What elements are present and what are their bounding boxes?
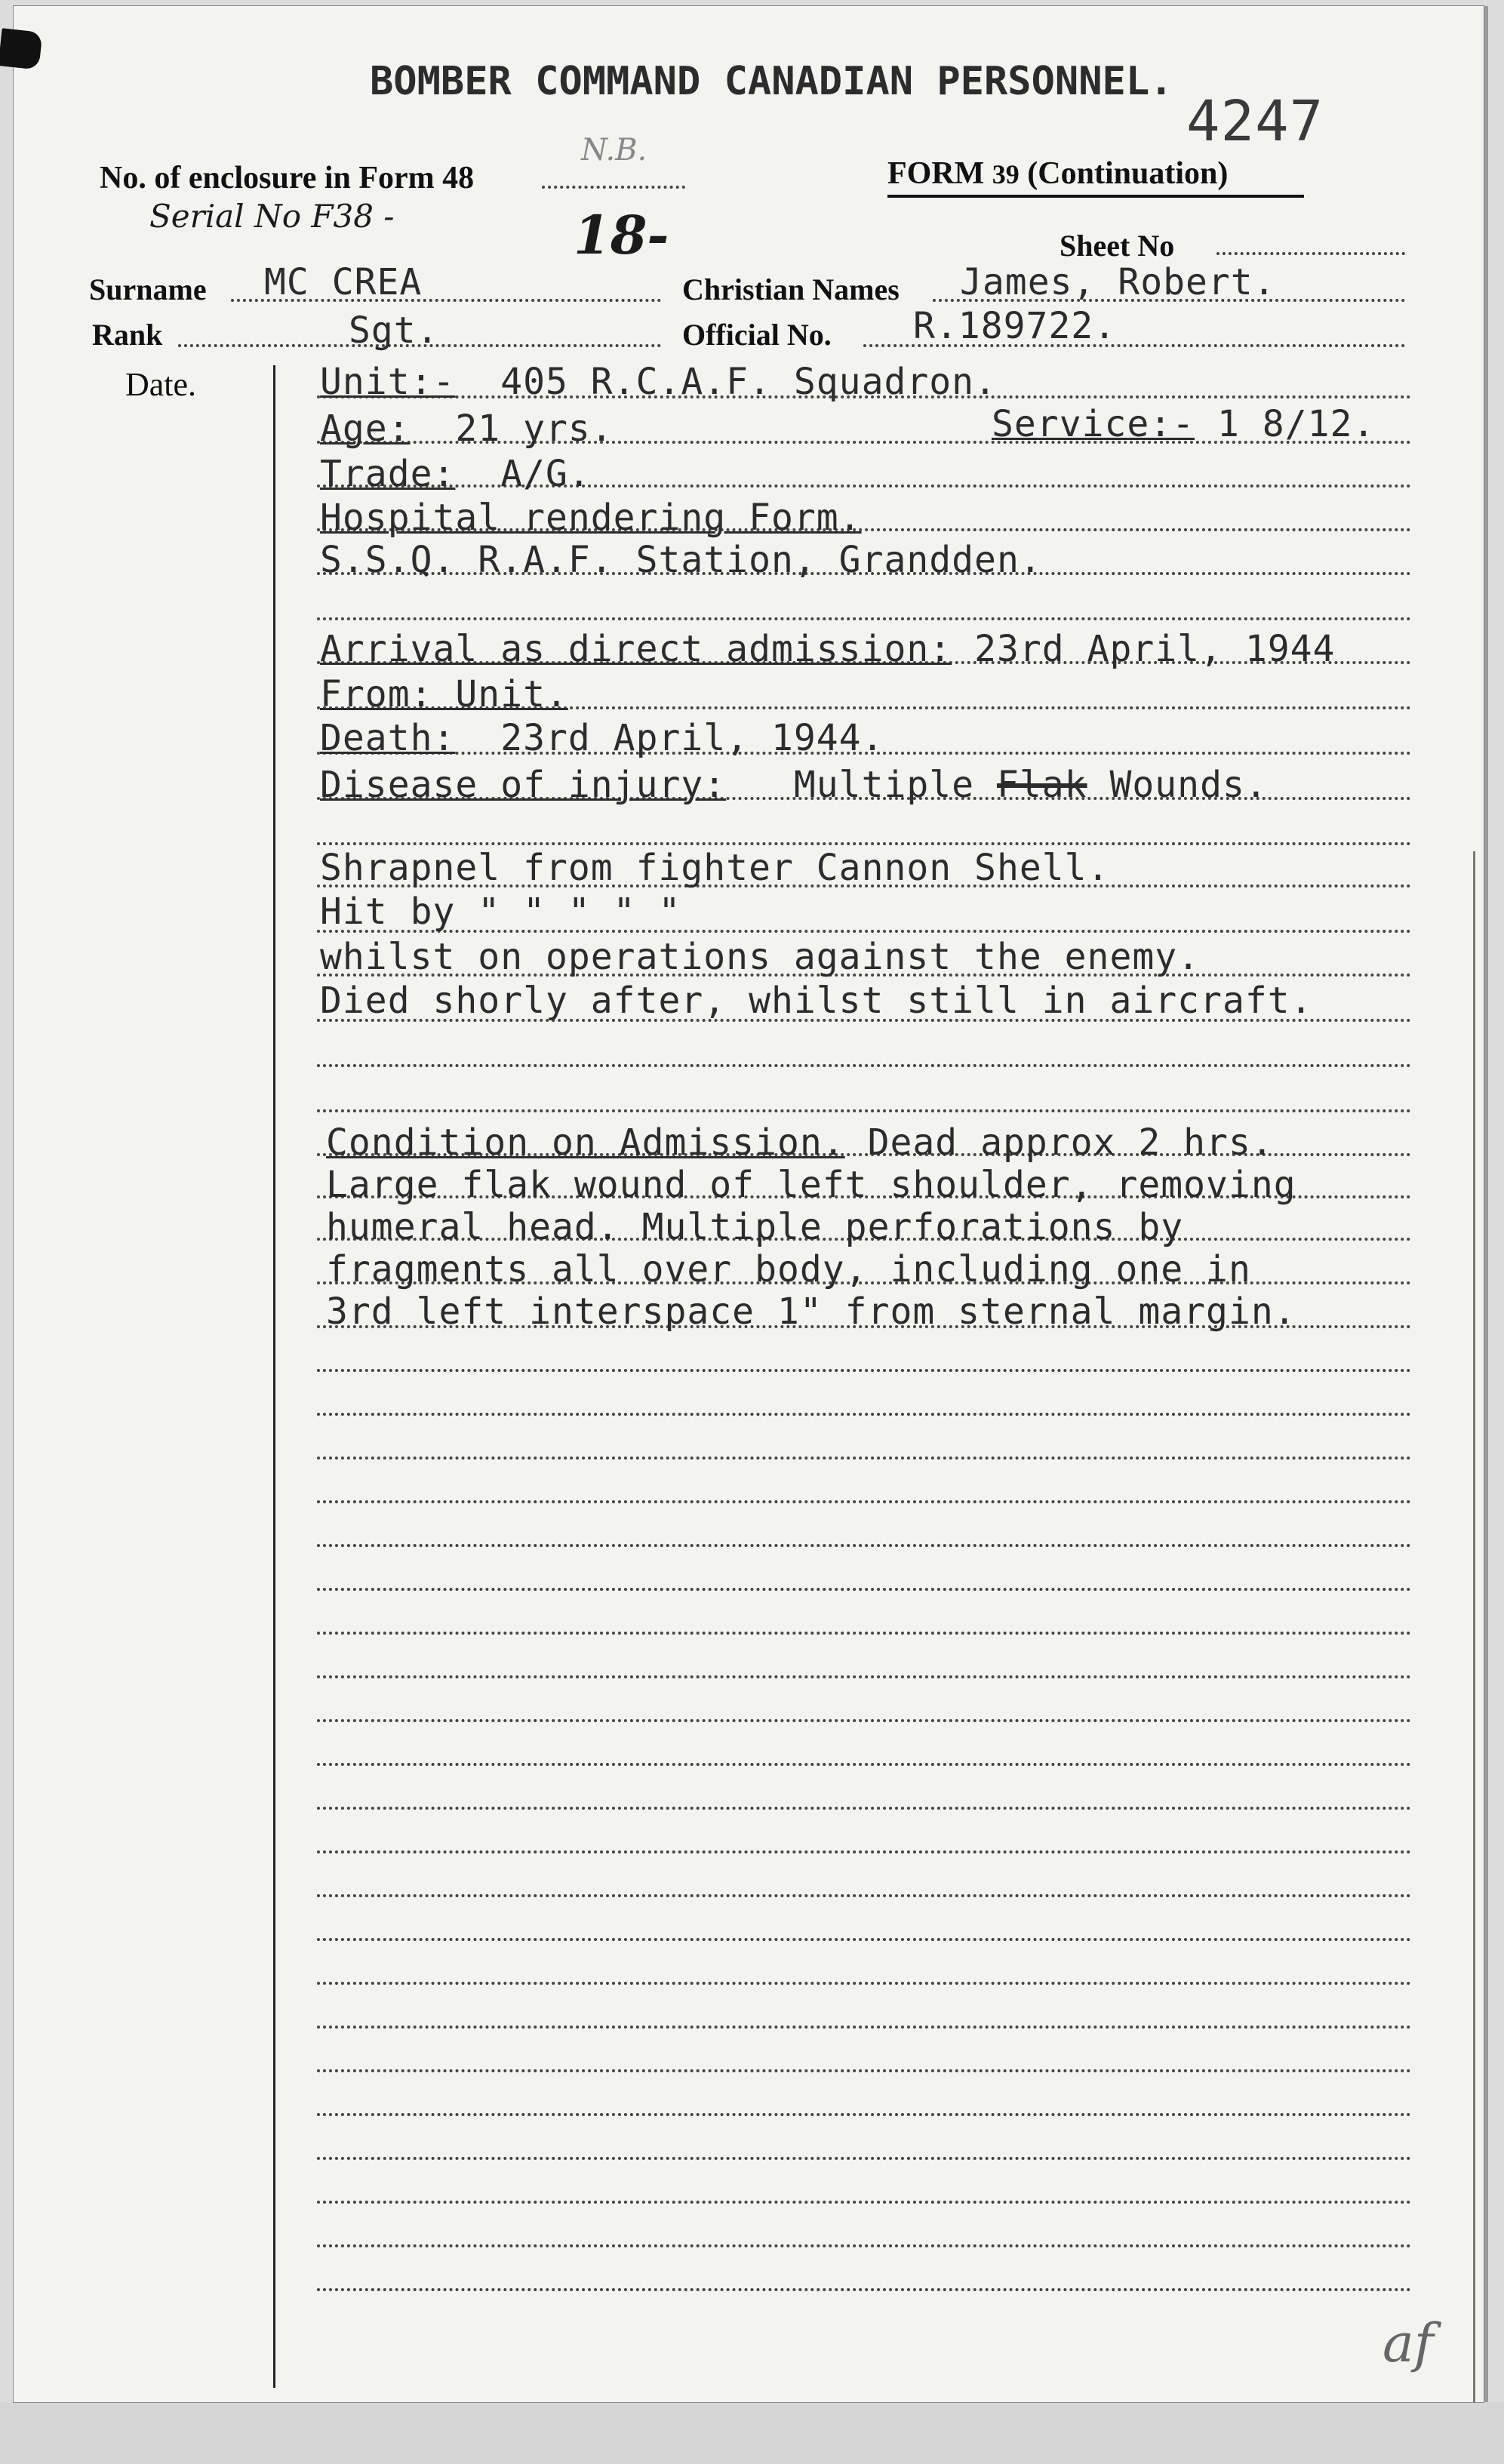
from-unit: From: Unit.: [320, 673, 568, 715]
form-continuation: (Continuation): [1027, 156, 1229, 191]
rank-label: Rank: [92, 318, 163, 352]
page-background-strip: [0, 2402, 1504, 2464]
condition-detail-2: humeral head. Multiple perforations by: [326, 1206, 1184, 1248]
date-column-label: Date.: [125, 366, 197, 403]
ruled-dotted-line: [317, 1894, 1411, 1897]
ruled-dotted-line: [317, 1500, 1411, 1503]
condition-detail-3: fragments all over body, including one in: [326, 1248, 1251, 1290]
ruled-dotted-line: [317, 2157, 1411, 2160]
ruled-dotted-line: [317, 1807, 1411, 1810]
disease-value-1: Multiple: [793, 764, 975, 806]
ruled-dotted-line: [317, 2069, 1411, 2072]
paper-clip-mark: [0, 28, 42, 69]
ruled-dotted-line: [317, 2244, 1411, 2247]
disease-struck-word: Flak: [996, 764, 1087, 806]
ruled-dotted-line: [317, 2113, 1411, 2116]
initials-hand: af: [1383, 2312, 1434, 2374]
enclosure-label: No. of enclosure in Form 48: [100, 161, 475, 195]
ruled-dotted-line: [317, 2026, 1411, 2029]
official-no-label: Official No.: [682, 318, 832, 352]
narrative-line-3: whilst on operations against the enemy.: [320, 936, 1201, 978]
ruled-dotted-line: [317, 1719, 1411, 1722]
death-value: 23rd April, 1944.: [500, 717, 884, 759]
hospital-label: Hospital rendering Form.: [320, 497, 862, 539]
ruled-dotted-line: [317, 1675, 1411, 1678]
arrival-label: Arrival as direct admission:: [320, 628, 952, 670]
disease-label: Disease of injury:: [320, 764, 727, 806]
service-line: [992, 403, 1375, 445]
ruled-dotted-line: [317, 1544, 1411, 1547]
christian-names-label: Christian Names: [682, 272, 900, 306]
serial-number-hand: 18-: [574, 204, 669, 266]
age-label: Age:: [320, 408, 411, 450]
arrival-value: 23rd April, 1944: [974, 628, 1336, 670]
disease-line: [320, 764, 1268, 806]
narrative-line-1: Shrapnel from fighter Cannon Shell.: [320, 847, 1110, 889]
condition-detail-1: Large flak wound of left shoulder, removing: [326, 1164, 1296, 1206]
ruled-dotted-line: [317, 2288, 1411, 2291]
disease-value-2: Wounds.: [1109, 764, 1268, 806]
form-number: 39: [992, 159, 1020, 189]
ruled-dotted-line: [317, 1457, 1411, 1460]
surname-label: Surname: [89, 272, 207, 306]
age-value: 21 yrs.: [455, 408, 614, 450]
arrival-line: [320, 628, 1335, 670]
unit-value: 405 R.C.A.F. Squadron.: [500, 361, 997, 403]
age-line: [320, 408, 614, 450]
ruled-dotted-line: [317, 842, 1411, 845]
unit-line: [320, 361, 997, 403]
surname-value: MC CREA: [264, 261, 423, 303]
service-value: 1 8/12.: [1217, 403, 1376, 445]
christian-names-value: James, Robert.: [960, 261, 1276, 303]
serial-hand-note: Serial No F38 -: [149, 198, 395, 235]
condition-line: [326, 1121, 1274, 1164]
right-margin-rule: [1473, 851, 1475, 2402]
ruled-dotted-line: [317, 1938, 1411, 1941]
ruled-dotted-line: [317, 1982, 1411, 1985]
ruled-dotted-line: [317, 1413, 1411, 1416]
trade-value: A/G.: [500, 453, 591, 495]
ruled-dotted-line: [317, 1632, 1411, 1635]
narrative-line-2: Hit by " " " " ": [320, 891, 681, 933]
sheet-label: Sheet No: [1060, 229, 1175, 263]
form-label-group: [887, 155, 1228, 192]
ruled-dotted-line: [317, 617, 1411, 620]
unit-label: Unit:-: [320, 361, 456, 403]
condition-value: Dead approx 2 hrs.: [867, 1121, 1274, 1164]
stamp-number: 4247: [1186, 89, 1324, 154]
ruled-dotted-line: [317, 1369, 1411, 1372]
trade-label: Trade:: [320, 453, 456, 495]
enclosure-hand-note: N.B.: [581, 133, 647, 168]
form-label: FORM: [887, 156, 985, 191]
death-line: [320, 717, 884, 759]
document-title: BOMBER COMMAND CANADIAN PERSONNEL.: [370, 59, 1173, 104]
ruled-dotted-line: [317, 2201, 1411, 2204]
form-underline: [887, 195, 1304, 198]
trade-line: [320, 453, 591, 495]
ruled-dotted-line: [317, 1763, 1411, 1766]
rank-value: Sgt.: [349, 309, 439, 352]
ruled-dotted-line: [317, 1064, 1411, 1067]
date-column-rule: [273, 365, 275, 2388]
sheet-dotline: [1216, 252, 1405, 255]
ruled-dotted-line: [317, 1109, 1411, 1112]
hospital-value: S.S.Q. R.A.F. Station, Grandden.: [320, 539, 1042, 581]
condition-label: Condition on Admission.: [326, 1121, 845, 1164]
ruled-dotted-line: [317, 1588, 1411, 1591]
narrative-line-4: Died shorly after, whilst still in aircraft.: [320, 980, 1313, 1022]
condition-detail-4: 3rd left interspace 1" from sternal margin.: [326, 1290, 1296, 1333]
service-label: Service:-: [992, 403, 1195, 445]
enclosure-dotline: [542, 186, 685, 189]
ruled-dotted-line: [317, 1850, 1411, 1853]
official-no-value: R.189722.: [913, 305, 1117, 347]
death-label: Death:: [320, 717, 456, 759]
